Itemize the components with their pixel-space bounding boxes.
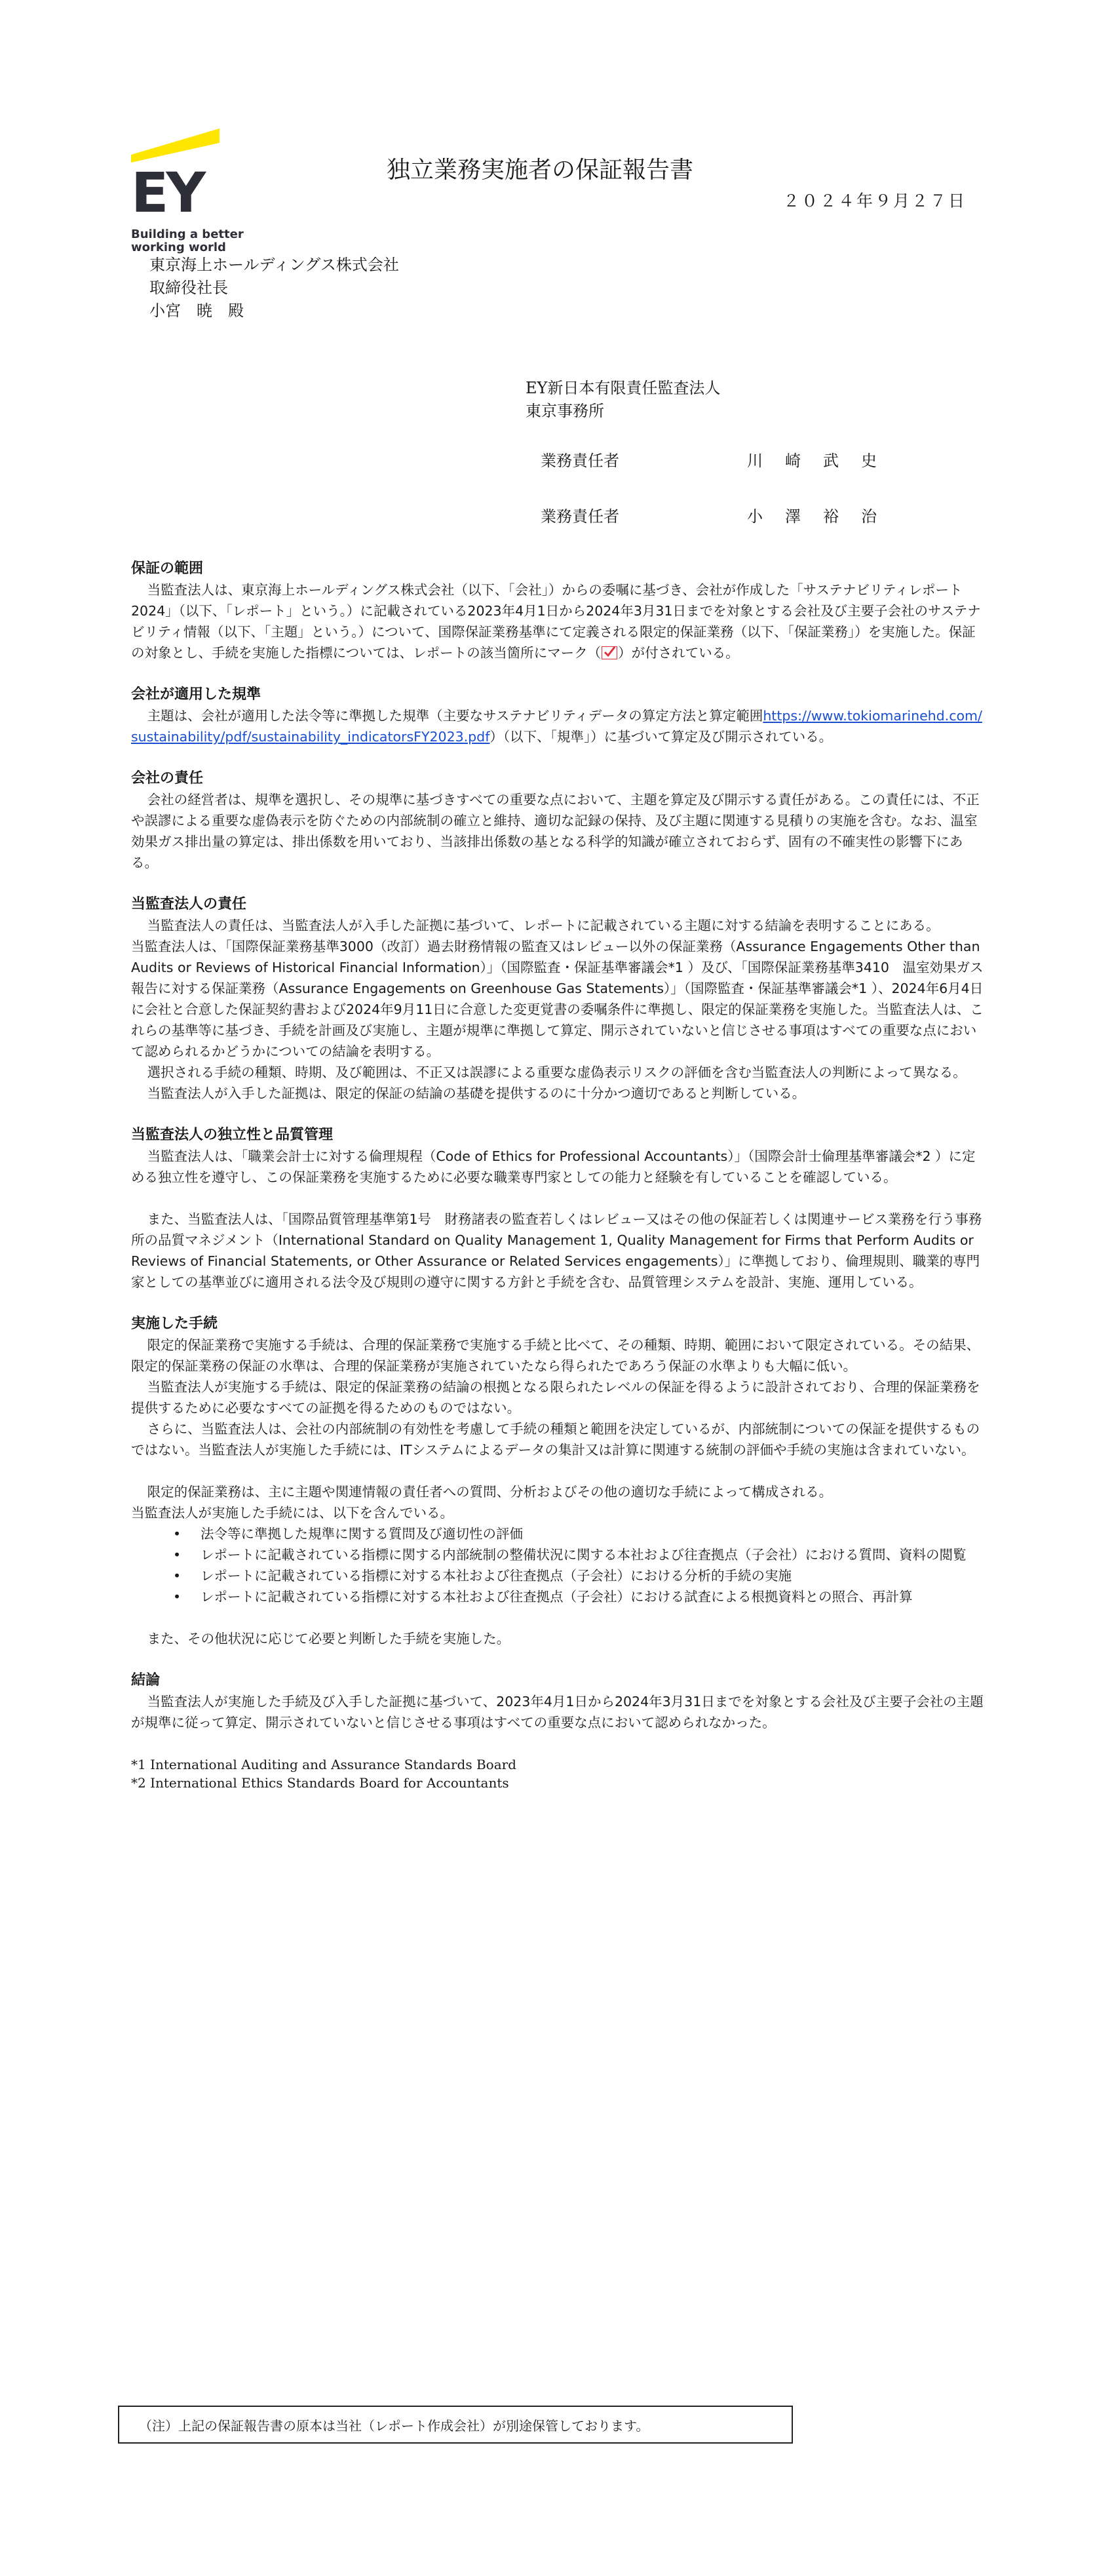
section-company-responsibility-heading: 会社の責任: [131, 770, 204, 787]
original-copy-note: （注）上記の保証報告書の原本は当社（レポート作成会社）が別途保管しております。: [118, 2406, 793, 2444]
auditor-responsibility-p1: 当監査法人の責任は、当監査法人が入手した証拠に基づいて、レポートに記載されている主題に対する結論を表明することにある。: [147, 918, 940, 933]
section-auditor-responsibility-heading: 当監査法人の責任: [131, 896, 247, 912]
addressee-company: 東京海上ホールディングス株式会社: [149, 256, 399, 274]
procedures-p6: また、その他状況に応じて必要と判断した手続を実施した。: [147, 1631, 510, 1647]
partner-role-2: 業務責任者: [541, 507, 619, 526]
ey-logo: EY: [131, 161, 204, 225]
auditor-responsibility-p4: 当監査法人が入手した証拠は、限定的保証の結論の基礎を提供するのに十分かつ適切であると判断している。: [147, 1085, 806, 1101]
section-auditor-responsibility: [131, 894, 984, 1104]
ey-logo-beam-icon: [131, 128, 220, 163]
section-scope-text-a: 当監査法人は、東京海上ホールディングス株式会社（以下、「会社」）からの委嘱に基づき、会社が作成した「サステナビリティレポート2024」（以下、「レポート」という。）に記載されている2023年4月1日から2024年3月31日までを対象とする会社及び主要子会社のサステナビリティ情報（以下、「主題」という。）について、国際保証業務基準にて定義される限定的保証業務（以下、「保証業務」）を実施した。保証の対象とし、手続を実施した指標については、レポートの該当箇所にマーク（: [131, 582, 981, 661]
independence-p1: 当監査法人は、「職業会計士に対する倫理規程（Code of Ethics for Professional Accountants）」（国際会計士倫理基準審議会*2 ）に定める独立性を遵守し、この保証業務を実施するために必要な職業専門家としての能力と経験を有していることを確認している。: [131, 1148, 976, 1185]
list-item: • 法令等に準拠した規準に関する質問及び適切性の評価: [173, 1523, 984, 1544]
procedures-p3: さらに、当監査法人は、会社の内部統制の有効性を考慮して手続の種類と範囲を決定しているが、内部統制についての保証を提供するものではない。当監査法人が実施した手続には、ITシステムによるデータの集計又は計算に関連する統制の評価や手続の実施は含まれていない。: [131, 1421, 980, 1458]
addressee-name: 小宮 暁 殿: [149, 302, 244, 320]
procedures-p2: 当監査法人が実施する手続は、限定的保証業務の結論の根拠となる限られたレベルの保証を得るように設計されており、合理的保証業務を提供するために必要なすべての証拠を得るためのものではない。: [131, 1379, 980, 1416]
partner-role-1: 業務責任者: [541, 452, 619, 470]
footnote-2: *2 International Ethics Standards Board for Accountants: [131, 1775, 509, 1791]
section-scope-heading: 保証の範囲: [131, 560, 204, 577]
partner-name-2: 小澤裕治: [747, 507, 899, 526]
section-scope-text: [131, 579, 984, 663]
section-criteria-heading: 会社が適用した規準: [131, 686, 261, 703]
procedures-p1: 限定的保証業務で実施する手続は、合理的保証業務で実施する手続と比べて、その種類、時期、範囲において限定されている。その結果、限定的保証業務の保証の水準は、合理的保証業務が実施されていたなら得られたであろう保証の水準よりも大幅に低い。: [131, 1337, 980, 1374]
section-criteria-text-a: 主題は、会社が適用した法令等に準拠した規準（主要なサステナビリティデータの算定方法と算定範囲: [147, 708, 763, 724]
auditor-office: 東京事務所: [526, 402, 604, 420]
conclusion-text: 当監査法人が実施した手続及び入手した証拠に基づいて、2023年4月1日から2024年3月31日までを対象とする会社及び主要子会社の主題が規準に従って算定、開示されていないと信じさせる事項はすべての重要な点において認められなかった。: [131, 1694, 984, 1730]
ey-tagline: [131, 228, 249, 254]
auditor-responsibility-p2: 当監査法人は、「国際保証業務基準3000（改訂）過去財務情報の監査又はレビュー以外の保証業務（Assurance Engagements Other than Audits or Reviews of Historical Financial Information）」（国際監査・保証基準審議会*1 ）及び、「国際保証業務基準3410 温室効果ガス報告に対する保証業務（Assurance Engagements on Greenhouse Gas Statements）」（国際監査・保証基準審議会*1 ）、2024年6月4日に会社と合意した保証契約書および2024年9月11日に合意した変更覚書の委嘱条件に準拠し、限定的保証業務を実施した。当監査法人は、これらの基準等に基づき、手続を計画及び実施し、主題が規準に準拠して算定、開示されていないと信じさせる事項はすべての重要な点において認められるかどうかについての結論を表明する。: [131, 939, 984, 1059]
section-independence-heading: 当監査法人の独立性と品質管理: [131, 1127, 334, 1143]
list-item: • レポートに記載されている指標に関する内部統制の整備状況に関する本社および往査拠点（子会社）における質問、資料の閲覧: [173, 1544, 984, 1565]
procedures-p4: 限定的保証業務は、主に主題や関連情報の責任者への質問、分析およびその他の適切な手続によって構成される。: [147, 1484, 833, 1500]
list-item: • レポートに記載されている指標に対する本社および往査拠点（子会社）における試査による根拠資料との照合、再計算: [173, 1586, 984, 1607]
section-scope: [131, 558, 984, 663]
section-conclusion: [131, 1670, 984, 1733]
footnotes: [131, 1755, 984, 1792]
auditor-responsibility-p3: 選択される手続の種類、時期、及び範囲は、不正又は誤謬による重要な虚偽表示リスクの評価を含む当監査法人の判断によって異なる。: [147, 1064, 967, 1080]
list-item: • レポートに記載されている指標に対する本社および往査拠点（子会社）における分析的手続の実施: [173, 1565, 984, 1586]
procedures-list: [173, 1523, 984, 1607]
partner-name-1: 川崎武史: [747, 452, 899, 470]
independence-p2: また、当監査法人は、「国際品質管理基準第1号 財務諸表の監査若しくはレビュー又はその他の保証若しくは関連サービス業務を行う事務所の品質マネジメント（International Standard on Quality Management 1, Quality Management for Firms that Perform Audits or Reviews of Financial Statements, or Other Assurance or Related Services engagements）」に準拠しており、倫理規則、職業的専門家としての基準並びに適用される法令及び規則の遵守に関する方針と手続を含む、品質管理システムを設計、実施、運用している。: [131, 1211, 982, 1290]
section-conclusion-heading: 結論: [131, 1672, 161, 1688]
section-independence: [131, 1125, 984, 1293]
report-body: [131, 558, 984, 1792]
section-company-responsibility-text: 会社の経営者は、規準を選択し、その規準に基づきすべての重要な点において、主題を算定及び開示する責任がある。この責任には、不正や誤謬による重要な虚偽表示を防ぐための内部統制の確立と維持、適切な記録の保持、及び主題に関連する見積りの実施を含む。なお、温室効果ガス排出量の算定は、排出係数を用いており、当該排出係数の基となる科学的知識が確立されておらず、固有の不確実性の影響下にある。: [131, 792, 980, 870]
addressee-position: 取締役社長: [149, 279, 228, 297]
criteria-link[interactable]: https://www.tokiomarinehd.com/sustainability/pdf/sustainability_indicatorsFY2023.pdf: [131, 708, 982, 745]
section-criteria: [131, 684, 984, 747]
report-date: ２０２４年９月２７日: [783, 191, 967, 210]
ey-tagline-line-2: working world: [131, 241, 226, 254]
section-criteria-text-b: ）（以下、「規準」）に基づいて算定及び開示されている。: [490, 729, 833, 745]
section-criteria-text: [131, 705, 984, 747]
footnote-1: *1 International Auditing and Assurance Standards Board: [131, 1757, 516, 1772]
section-company-responsibility: [131, 768, 984, 873]
report-title: 独立業務実施者の保証報告書: [387, 157, 694, 184]
assurance-mark-icon: [602, 646, 617, 659]
section-procedures-heading: 実施した手続: [131, 1316, 218, 1332]
section-procedures: [131, 1314, 984, 1649]
ey-tagline-line-1: Building a better: [131, 227, 244, 241]
procedures-p5: 当監査法人が実施した手続には、以下を含んでいる。: [131, 1505, 453, 1521]
auditor-firm: EY新日本有限責任監査法人: [526, 379, 721, 397]
section-scope-text-b: ）が付されている。: [618, 645, 739, 661]
